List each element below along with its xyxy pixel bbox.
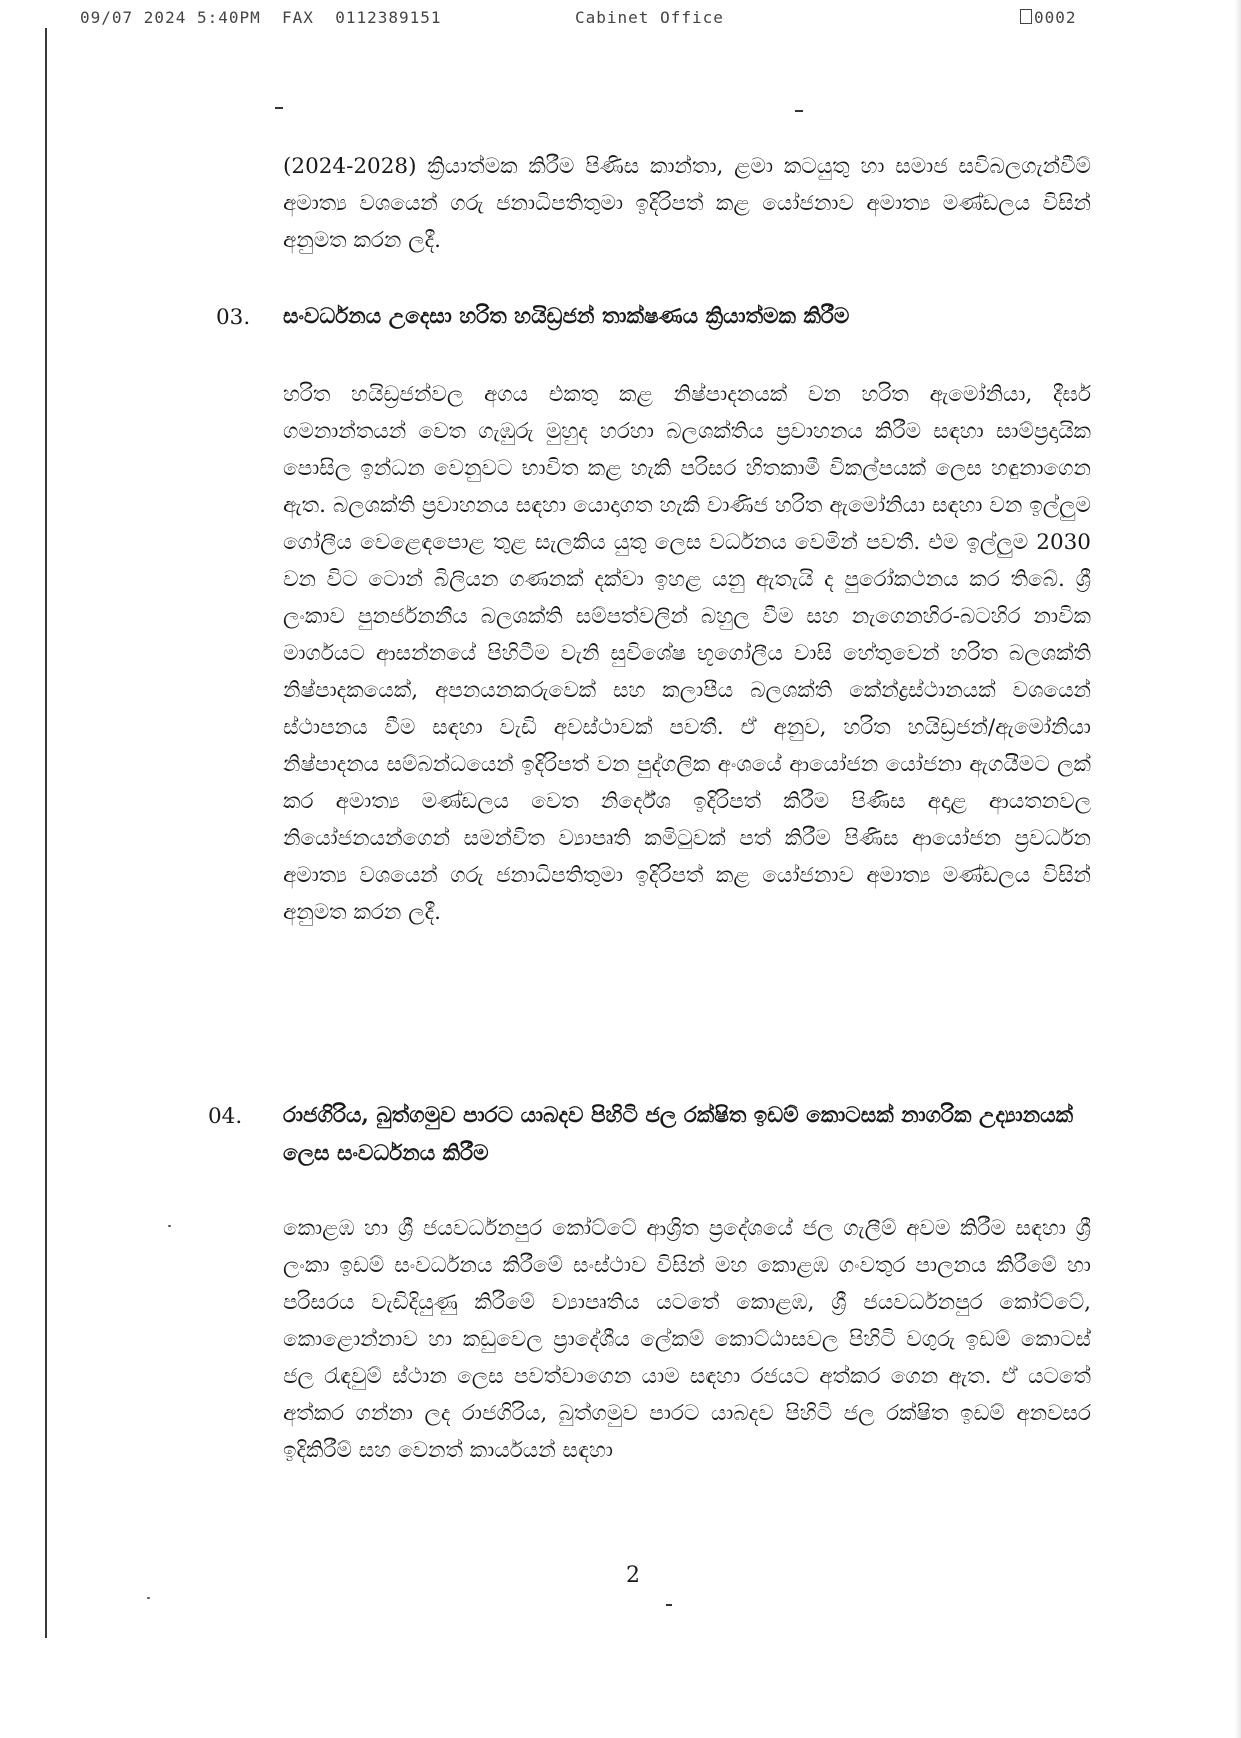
- section-title: සංවර්ධනය උදෙසා හරිත හයිඩ්‍රජන් තාක්ෂණය ක්‍රියාත්මක කිරීම: [283, 304, 850, 329]
- page-box-icon: [1020, 9, 1032, 24]
- intro-paragraph: (2024-2028) ක්‍රියාත්මක කිරීම පිණිස කාන්තා, ළමා කටයුතු හා සමාජ සවිබලගැන්වීම් අමාත්‍ය වශයෙන් ගරු ජනාධිපතිතුමා ඉදිරිපත් කළ යෝජනාව අමාත්‍ය මණ්ඩලය විසින් අනුමත කරන ලදී.: [283, 154, 1091, 253]
- section-number: 04.: [208, 1104, 243, 1129]
- scan-mark: [795, 110, 803, 112]
- fax-page-code-text: 0002: [1034, 8, 1077, 27]
- scan-edge-shade: [1235, 0, 1241, 1738]
- scan-speck: [147, 1597, 150, 1599]
- fax-sender: Cabinet Office: [575, 8, 724, 27]
- fax-page-code: [1020, 8, 1077, 27]
- section-body: හරිත හයිඩ්‍රජන්වල අගය එකතු කළ නිෂ්පාදනයක් වන හරිත ඇමෝනියා, දීර්ඝ ගමනාන්තයන් වෙත ගැඹුරු මුහුද හරහා බලශක්තිය ප්‍රවාහනය කිරීම සඳහා සාම්ප්‍රදායික පොසිල ඉන්ධන වෙනුවට භාවිත කළ හැකි පරිසර හිතකාමී විකල්පයක් ලෙස හඳුනාගෙන ඇත. බලශක්ති ප්‍රවාහනය සඳහා යොදාගත හැකි වාණිජ හරිත ඇමෝනියා සඳහා වන ඉල්ලුම ගෝලීය වෙළෙඳපොළ තුළ සැලකිය යුතු ලෙස වර්ධනය වෙමින් පවතී. එම ඉල්ලුම 2030 වන විට ටොන් බිලියන ගණනක් දක්වා ඉහළ යනු ඇතැයි ද පුරෝකථනය කර තිබේ. ශ්‍රී ලංකාව පුනර්ජනනීය බලශක්ති සම්පත්වලින් බහුල වීම සහ නැගෙනහිර-බටහිර නාවික මාර්ගයට ආසන්නයේ පිහිටීම වැනි සුවිශේෂ භූගෝලීය වාසි හේතුවෙන් හරිත බලශක්ති නිෂ්පාදකයෙක්, අපනයනකරුවෙක් සහ කලාපීය බලශක්ති කේන්ද්‍රස්ථානයක් වශයෙන් ස්ථාපනය වීම සඳහා වැඩි අවස්ථාවක් පවතී. ඒ අනුව, හරිත හයිඩ්‍රජන්/ඇමෝනියා නිෂ්පාදනය සම්බන්ධයෙන් ඉදිරිපත් වන පුද්ගලික අංශයේ ආයෝජන යෝජනා ඇගයීමට ලක් කර අමාත්‍ය මණ්ඩලය වෙත නිර්දේශ ඉදිරිපත් කිරීම පිණිස අදාළ ආයතනවල නියෝජනයන්ගෙන් සමන්විත ව්‍යාපෘති කමිටුවක් පත් කිරීම පිණිස ආයෝජන ප්‍රවර්ධන අමාත්‍ය වශයෙන් ගරු ජනාධිපතිතුමා ඉදිරිපත් කළ යෝජනාව අමාත්‍ය මණ්ඩලය විසින් අනුමත කරන ලදී.: [283, 382, 1091, 925]
- scan-mark: [275, 107, 283, 109]
- section-title: රාජගිරිය, බුත්ගමුව පාරට යාබදව පිහිටි ජල රක්ෂිත ඉඩම් කොටසක් නාගරික උද්‍යානයක් ලෙස සංවර්ධනය කිරීම: [283, 1103, 1074, 1166]
- fax-transmission-line: 09/07 2024 5:40PM FAX 0112389151: [80, 8, 442, 27]
- scan-margin-rule: [45, 28, 47, 1638]
- page-number: 2: [626, 1563, 640, 1588]
- section-number: 03.: [216, 305, 251, 330]
- scan-mark: [666, 1604, 672, 1606]
- scan-speck: [168, 1225, 171, 1227]
- fax-header: [80, 8, 1080, 32]
- section-body: කොළඹ හා ශ්‍රී ජයවර්ධනපුර කෝට්ටේ ආශ්‍රිත ප්‍රදේශයේ ජල ගැලීම් අවම කිරීම සඳහා ශ්‍රී ලංකා ඉඩම් සංවර්ධනය කිරීමේ සංස්ථාව විසින් මහ කොළඹ ගංවතුර පාලනය කිරීමේ හා පරිසරය වැඩිදියුණු කිරීමේ ව්‍යාපෘතිය යටතේ කොළඹ, ශ්‍රී ජයවර්ධනපුර කෝට්ටේ, කොළොන්නාව හා කඩුවෙල ප්‍රාදේශීය ලේකම් කොට්ඨාසවල පිහිටි වගුරු ඉඩම් කොටස් ජල රැඳවුම් ස්ථාන ලෙස පවත්වාගෙන යාම සඳහා රජයට අත්කර ගෙන ඇත. ඒ යටතේ අත්කර ගන්නා ලද රාජගිරිය, බුත්ගමුව පාරට යාබදව පිහිටි ජල රක්ෂිත ඉඩම් අනවසර ඉදිකිරීම් සහ වෙනත් කාර්යයන් සඳහා: [283, 1216, 1091, 1463]
